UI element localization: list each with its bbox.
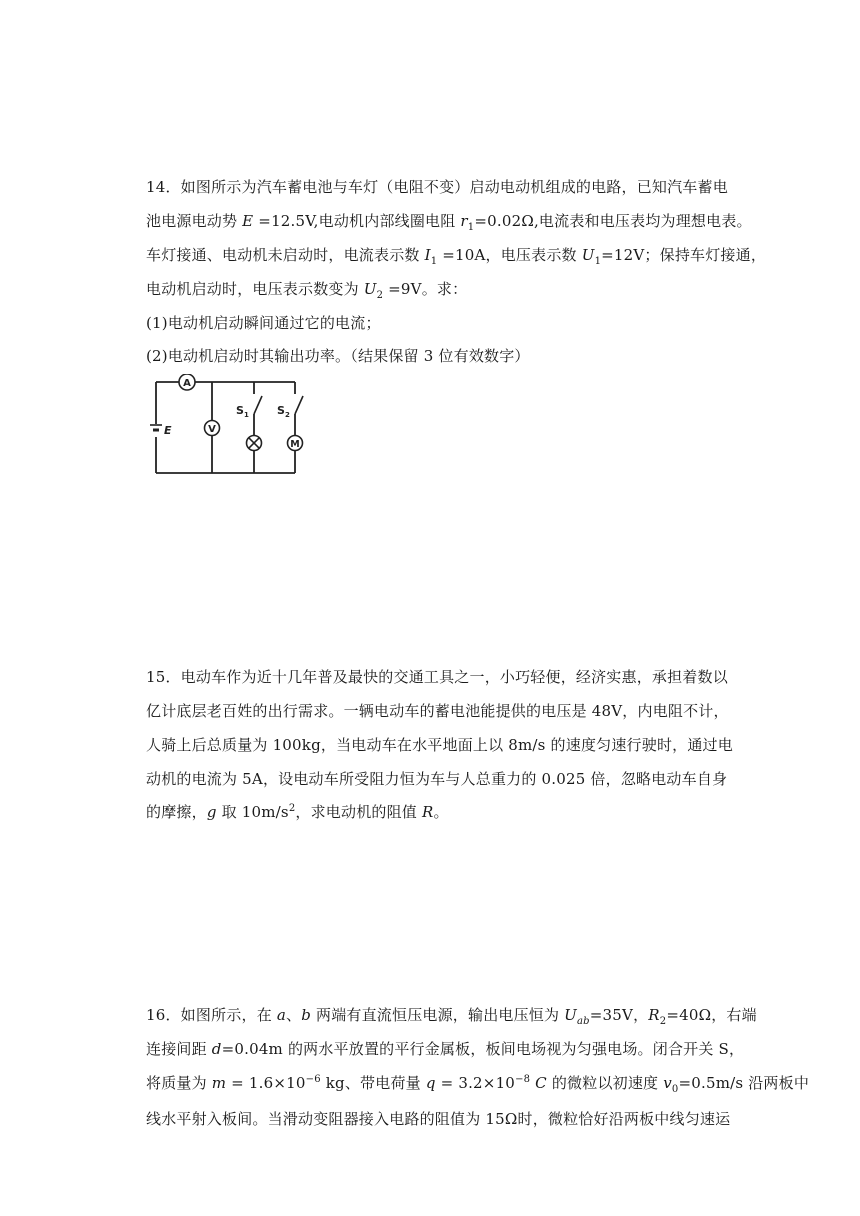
- q16-line-1: 16．如图所示，在 a、b 两端有直流恒压电源，输出电压恒为 $U_{ab}=35V$，$R_2=40\Omega$，右端: [146, 1006, 757, 1027]
- circuit-diagram: [150, 374, 310, 478]
- switch-s2: [295, 396, 303, 414]
- motor-label: M: [290, 439, 300, 450]
- q14-line-4: 电动机启动时，电压表示数变为 $U_2 =9V$。求：: [146, 280, 468, 301]
- q14-line-3: 车灯接通、电动机未启动时，电流表示数 $I_1 =10A$，电压表示数 $U_1=12V$；保持车灯接通，: [146, 246, 767, 267]
- q16-line-3: 将质量为 $m = 1.6\times 10^{-6}$ kg、带电荷量 $q = 3.2\times 10^{-8}$ C 的微粒以初速度 $v_0=0.5m/s$ 沿两板中: [146, 1074, 810, 1095]
- q16-line-2: 连接间距 d=0.04m 的两水平放置的平行金属板，板间电场视为匀强电场。闭合开关 S，: [146, 1040, 745, 1058]
- q15-line-5: 的摩擦，g 取 $10m/s^2$，求电动机的阻值 R。: [146, 803, 449, 821]
- q15-line-1: 15．电动车作为近十几年普及最快的交通工具之一，小巧轻便，经济实惠，承担着数以: [146, 668, 728, 686]
- q14-line-6: (2)电动机启动时其输出功率。（结果保留 3 位有效数字）: [146, 347, 530, 365]
- battery-label: E: [164, 424, 172, 437]
- q14-line-1: 14．如图所示为汽车蓄电池与车灯（电阻不变）启动电动机组成的电路，已知汽车蓄电: [146, 178, 728, 196]
- battery-symbol: [150, 425, 162, 430]
- q14-line-2: 池电源电动势 E =12.5V,电动机内部线圈电阻 $r_1=0.02\Omega$,电流表和电压表均为理想电表。: [146, 212, 752, 233]
- voltmeter-label: V: [208, 424, 216, 435]
- q15-line-3: 人骑上后总质量为 100kg，当电动车在水平地面上以 8m/s 的速度匀速行驶时，通过电: [146, 736, 733, 754]
- switch-s2-label: $S_2$: [277, 404, 290, 419]
- lamp-icon: [247, 436, 262, 451]
- q15-line-4: 动机的电流为 5A，设电动车所受阻力恒为车与人总重力的 0.025 倍，忽略电动车自身: [146, 770, 728, 788]
- q15-line-2: 亿计底层老百姓的出行需求。一辆电动车的蓄电池能提供的电压是 48V，内电阻不计，: [146, 702, 729, 720]
- q16-line-4: 线水平射入板间。当滑动变阻器接入电路的阻值为 15Ω时，微粒恰好沿两板中线匀速运: [146, 1110, 731, 1128]
- switch-s1-label: $S_1$: [236, 404, 249, 419]
- ammeter-label: A: [183, 378, 191, 389]
- q14-line-5: (1)电动机启动瞬间通过它的电流；: [146, 314, 381, 332]
- switch-s1: [254, 396, 262, 414]
